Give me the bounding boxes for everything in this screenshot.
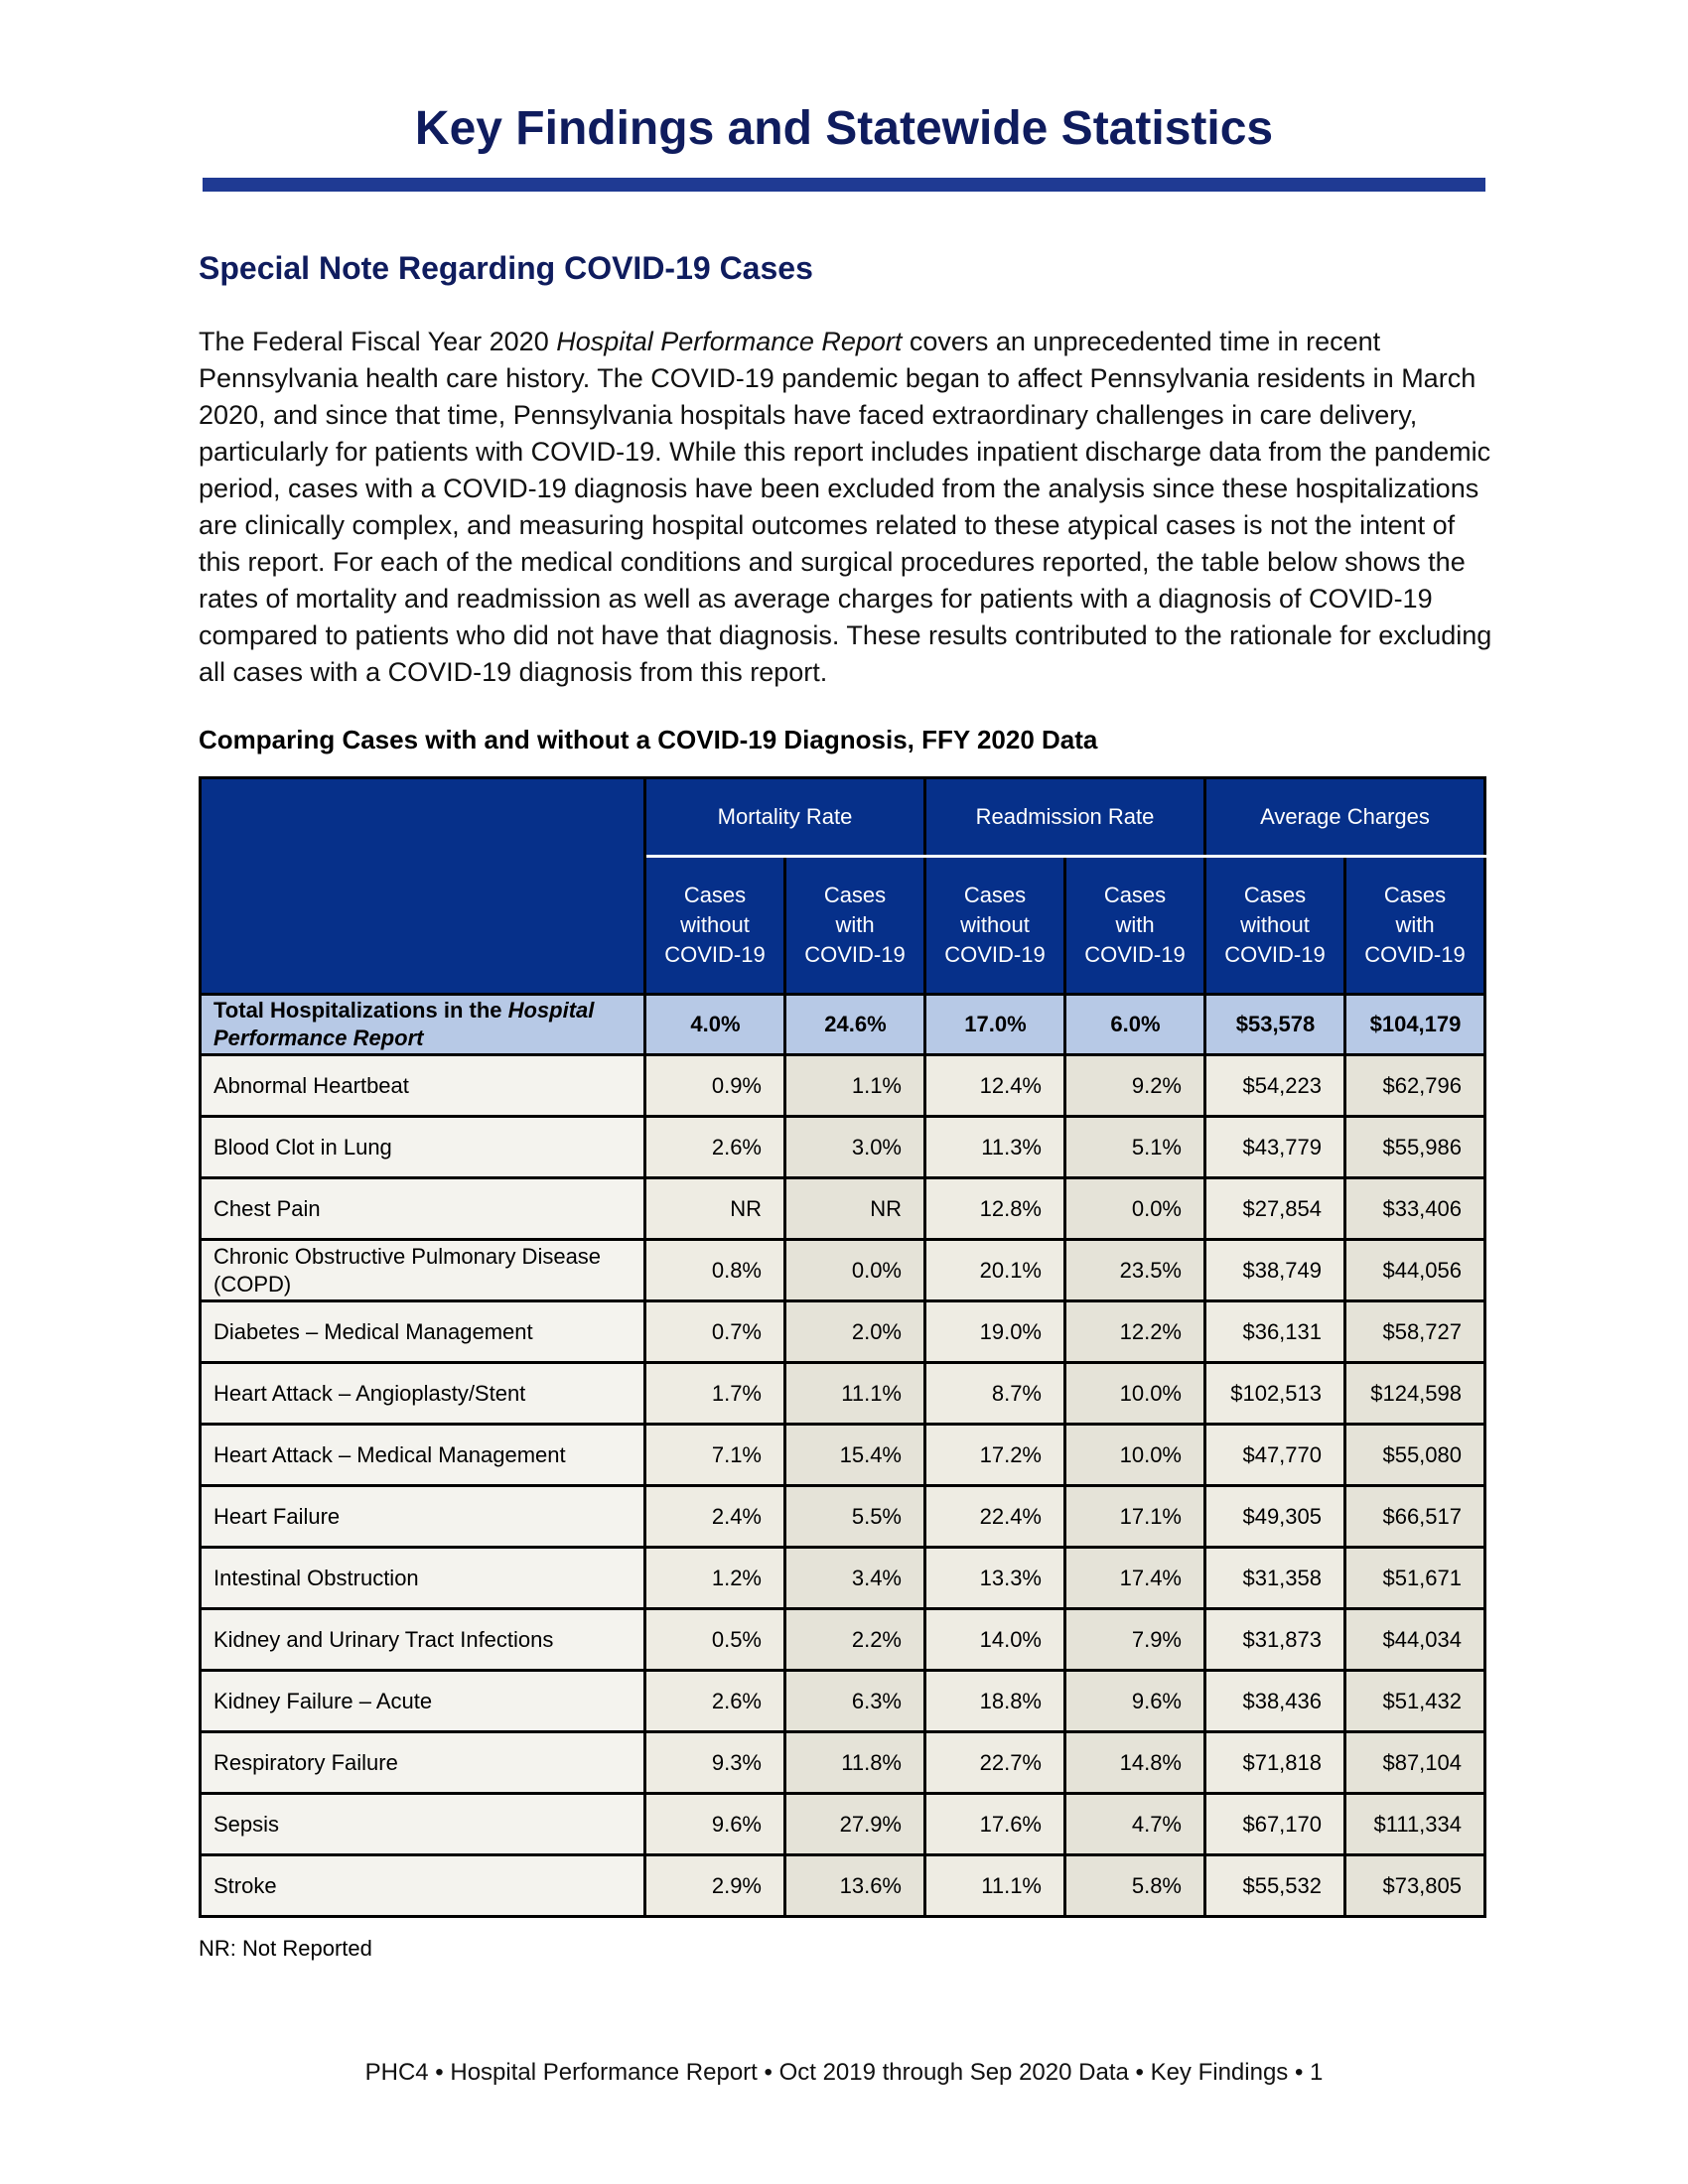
- mortality-without-cell: 2.6%: [645, 1671, 785, 1732]
- charges-with-cell: $58,727: [1345, 1301, 1485, 1363]
- charges-without-cell: $102,513: [1205, 1363, 1345, 1425]
- sub-line: with: [1395, 912, 1435, 937]
- table-row: [201, 1117, 1485, 1178]
- sub-line: COVID-19: [804, 942, 906, 967]
- table-row: [201, 1855, 1485, 1917]
- sub-line: COVID-19: [1224, 942, 1326, 967]
- mortality-with-cell: 3.0%: [785, 1117, 925, 1178]
- readmission-without-cell: 12.4%: [925, 1055, 1065, 1117]
- table-row: [201, 1732, 1485, 1794]
- readmission-without-cell: 11.1%: [925, 1855, 1065, 1917]
- table-row: [201, 1301, 1485, 1363]
- sub-line: Cases: [963, 883, 1027, 907]
- readmission-without-cell: 14.0%: [925, 1609, 1065, 1671]
- readmission-with-cell: 17.1%: [1065, 1486, 1205, 1548]
- readmission-with-cell: 4.7%: [1065, 1794, 1205, 1855]
- charges-without-cell: $55,532: [1205, 1855, 1345, 1917]
- mortality-with-cell: 11.8%: [785, 1732, 925, 1794]
- charges-without-cell: $43,779: [1205, 1117, 1345, 1178]
- condition-label: Sepsis: [201, 1794, 645, 1855]
- charges-without-cell: $71,818: [1205, 1732, 1345, 1794]
- readmission-with-cell: 23.5%: [1065, 1240, 1205, 1301]
- readmission-without-cell: 22.7%: [925, 1732, 1065, 1794]
- total-row: [201, 995, 1485, 1055]
- intro-paragraph: [199, 324, 1499, 691]
- sub-line: Cases: [683, 883, 747, 907]
- charges-with-cell: $33,406: [1345, 1178, 1485, 1240]
- charges-with-cell: $111,334: [1345, 1794, 1485, 1855]
- table-caption: Comparing Cases with and without a COVID-19 Diagnosis, FFY 2020 Data: [199, 725, 1098, 754]
- sub-line: without: [680, 912, 750, 937]
- table-row: [201, 1055, 1485, 1117]
- readmission-without-cell: 18.8%: [925, 1671, 1065, 1732]
- charges-without-cell: $38,436: [1205, 1671, 1345, 1732]
- header-group-row: [201, 778, 1485, 857]
- sub-line: COVID-19: [1084, 942, 1186, 967]
- sub-line: without: [1240, 912, 1310, 937]
- charges-without-cell: $27,854: [1205, 1178, 1345, 1240]
- readmission-without-cell: 13.3%: [925, 1548, 1065, 1609]
- readmission-with-cell: 5.1%: [1065, 1117, 1205, 1178]
- mortality-without-cell: 2.9%: [645, 1855, 785, 1917]
- mortality-without-cell: 7.1%: [645, 1425, 785, 1486]
- condition-label: Respiratory Failure: [201, 1732, 645, 1794]
- mortality-with-cell: 27.9%: [785, 1794, 925, 1855]
- sub-line: without: [960, 912, 1030, 937]
- table-row: [201, 1178, 1485, 1240]
- sub-line: COVID-19: [944, 942, 1046, 967]
- sub-line: Cases: [1103, 883, 1167, 907]
- intro-text-rest: covers an unprecedented time in recent Pennsylvania health care history. The COVID-19 pandemic began to affect Pennsylvania residents in March 2020, and since that time, Pennsylvania hospitals have faced extraordinary challenges in care delivery, particularly for patients with COVID-19. While this report includes inpatient discharge data from the pandemic period, cases with a COVID-19 diagnosis have been excluded from the analysis since these hospitalizations are clinically complex, and measuring hospital outcomes related to these atypical cases is not the intent of this report. For each of the medical conditions and surgical procedures reported, the table below shows the rates of mortality and readmission as well as average charges for patients with a diagnosis of COVID-19 compared to patients who did not have that diagnosis. These results contributed to the rationale for excluding all cases with a COVID-19 diagnosis from this report.: [199, 327, 1492, 687]
- charges-with-cell: $51,671: [1345, 1548, 1485, 1609]
- title-divider: [203, 178, 1485, 192]
- footnote: NR: Not Reported: [199, 1936, 372, 1961]
- readmission-with-cell: 9.6%: [1065, 1671, 1205, 1732]
- readmission-with-cell: 10.0%: [1065, 1425, 1205, 1486]
- charges-without-cell: $49,305: [1205, 1486, 1345, 1548]
- charges-without-cell: $54,223: [1205, 1055, 1345, 1117]
- header-sub-without: [925, 857, 1065, 995]
- mortality-with-cell: NR: [785, 1178, 925, 1240]
- header-sub-with: [1345, 857, 1485, 995]
- sub-line: with: [835, 912, 875, 937]
- condition-label: Chest Pain: [201, 1178, 645, 1240]
- table-row: [201, 1486, 1485, 1548]
- condition-label: Kidney Failure – Acute: [201, 1671, 645, 1732]
- header-sub-with: [1065, 857, 1205, 995]
- mortality-without-cell: 9.3%: [645, 1732, 785, 1794]
- mortality-with-cell: 2.0%: [785, 1301, 925, 1363]
- readmission-with-cell: 9.2%: [1065, 1055, 1205, 1117]
- sub-line: with: [1115, 912, 1155, 937]
- condition-label: Blood Clot in Lung: [201, 1117, 645, 1178]
- total-readmission-with: 6.0%: [1065, 995, 1205, 1055]
- header-sub-without: [1205, 857, 1345, 995]
- page-footer: PHC4 • Hospital Performance Report • Oct 2019 through Sep 2020 Data • Key Findings • 1: [364, 2059, 1324, 2086]
- mortality-without-cell: NR: [645, 1178, 785, 1240]
- condition-label: Heart Attack – Medical Management: [201, 1425, 645, 1486]
- report-title-italic: Hospital Performance Report: [556, 327, 903, 356]
- condition-label: Kidney and Urinary Tract Infections: [201, 1609, 645, 1671]
- condition-label: Intestinal Obstruction: [201, 1548, 645, 1609]
- charges-with-cell: $44,034: [1345, 1609, 1485, 1671]
- mortality-with-cell: 1.1%: [785, 1055, 925, 1117]
- page-title: Key Findings and Statewide Statistics: [414, 102, 1274, 155]
- readmission-with-cell: 12.2%: [1065, 1301, 1205, 1363]
- mortality-with-cell: 6.3%: [785, 1671, 925, 1732]
- total-label-text: Total Hospitalizations in the: [213, 998, 508, 1023]
- table-row: [201, 1671, 1485, 1732]
- mortality-without-cell: 0.5%: [645, 1609, 785, 1671]
- charges-with-cell: $51,432: [1345, 1671, 1485, 1732]
- readmission-without-cell: 11.3%: [925, 1117, 1065, 1178]
- condition-label: Diabetes – Medical Management: [201, 1301, 645, 1363]
- readmission-without-cell: 17.2%: [925, 1425, 1065, 1486]
- condition-label: Chronic Obstructive Pulmonary Disease (COPD): [201, 1240, 645, 1301]
- table-row: [201, 1363, 1485, 1425]
- table-row: [201, 1609, 1485, 1671]
- charges-without-cell: $31,873: [1205, 1609, 1345, 1671]
- charges-with-cell: $44,056: [1345, 1240, 1485, 1301]
- total-mortality-without: 4.0%: [645, 995, 785, 1055]
- mortality-with-cell: 0.0%: [785, 1240, 925, 1301]
- header-sub-without: [645, 857, 785, 995]
- charges-with-cell: $55,080: [1345, 1425, 1485, 1486]
- intro-text-start: The Federal Fiscal Year 2020: [199, 327, 557, 356]
- mortality-with-cell: 11.1%: [785, 1363, 925, 1425]
- condition-label: Heart Attack – Angioplasty/Stent: [201, 1363, 645, 1425]
- header-group-mortality: Mortality Rate: [645, 778, 925, 857]
- sub-line: Cases: [1383, 883, 1447, 907]
- charges-without-cell: $67,170: [1205, 1794, 1345, 1855]
- header-blank-cell: [201, 778, 645, 995]
- condition-label: Heart Failure: [201, 1486, 645, 1548]
- mortality-with-cell: 15.4%: [785, 1425, 925, 1486]
- total-label-italic: Hospital Performance Report: [213, 998, 595, 1050]
- header-sub-with: [785, 857, 925, 995]
- readmission-with-cell: 7.9%: [1065, 1609, 1205, 1671]
- mortality-without-cell: 1.2%: [645, 1548, 785, 1609]
- readmission-with-cell: 5.8%: [1065, 1855, 1205, 1917]
- charges-without-cell: $47,770: [1205, 1425, 1345, 1486]
- mortality-without-cell: 9.6%: [645, 1794, 785, 1855]
- readmission-without-cell: 22.4%: [925, 1486, 1065, 1548]
- sub-line: Cases: [1243, 883, 1307, 907]
- readmission-without-cell: 12.8%: [925, 1178, 1065, 1240]
- total-label: [201, 995, 645, 1055]
- sub-line: Cases: [823, 883, 887, 907]
- mortality-without-cell: 1.7%: [645, 1363, 785, 1425]
- readmission-with-cell: 14.8%: [1065, 1732, 1205, 1794]
- mortality-without-cell: 2.6%: [645, 1117, 785, 1178]
- readmission-with-cell: 17.4%: [1065, 1548, 1205, 1609]
- charges-with-cell: $124,598: [1345, 1363, 1485, 1425]
- charges-with-cell: $62,796: [1345, 1055, 1485, 1117]
- mortality-with-cell: 3.4%: [785, 1548, 925, 1609]
- mortality-with-cell: 13.6%: [785, 1855, 925, 1917]
- charges-without-cell: $31,358: [1205, 1548, 1345, 1609]
- charges-with-cell: $66,517: [1345, 1486, 1485, 1548]
- table-row: [201, 1240, 1485, 1301]
- section-heading: Special Note Regarding COVID-19 Cases: [199, 250, 813, 286]
- covid-comparison-table: [199, 776, 1486, 1918]
- mortality-without-cell: 0.9%: [645, 1055, 785, 1117]
- readmission-without-cell: 8.7%: [925, 1363, 1065, 1425]
- readmission-without-cell: 19.0%: [925, 1301, 1065, 1363]
- mortality-with-cell: 5.5%: [785, 1486, 925, 1548]
- readmission-with-cell: 10.0%: [1065, 1363, 1205, 1425]
- condition-label: Abnormal Heartbeat: [201, 1055, 645, 1117]
- total-charges-with: $104,179: [1345, 995, 1485, 1055]
- table-row: [201, 1425, 1485, 1486]
- total-charges-without: $53,578: [1205, 995, 1345, 1055]
- total-mortality-with: 24.6%: [785, 995, 925, 1055]
- table-row: [201, 1548, 1485, 1609]
- charges-without-cell: $36,131: [1205, 1301, 1345, 1363]
- charges-with-cell: $55,986: [1345, 1117, 1485, 1178]
- condition-label: Stroke: [201, 1855, 645, 1917]
- mortality-without-cell: 2.4%: [645, 1486, 785, 1548]
- total-readmission-without: 17.0%: [925, 995, 1065, 1055]
- charges-without-cell: $38,749: [1205, 1240, 1345, 1301]
- header-group-readmission: Readmission Rate: [925, 778, 1205, 857]
- header-group-charges: Average Charges: [1205, 778, 1485, 857]
- readmission-without-cell: 20.1%: [925, 1240, 1065, 1301]
- readmission-with-cell: 0.0%: [1065, 1178, 1205, 1240]
- charges-with-cell: $87,104: [1345, 1732, 1485, 1794]
- charges-with-cell: $73,805: [1345, 1855, 1485, 1917]
- readmission-without-cell: 17.6%: [925, 1794, 1065, 1855]
- mortality-with-cell: 2.2%: [785, 1609, 925, 1671]
- sub-line: COVID-19: [664, 942, 766, 967]
- mortality-without-cell: 0.8%: [645, 1240, 785, 1301]
- mortality-without-cell: 0.7%: [645, 1301, 785, 1363]
- sub-line: COVID-19: [1364, 942, 1466, 967]
- table-row: [201, 1794, 1485, 1855]
